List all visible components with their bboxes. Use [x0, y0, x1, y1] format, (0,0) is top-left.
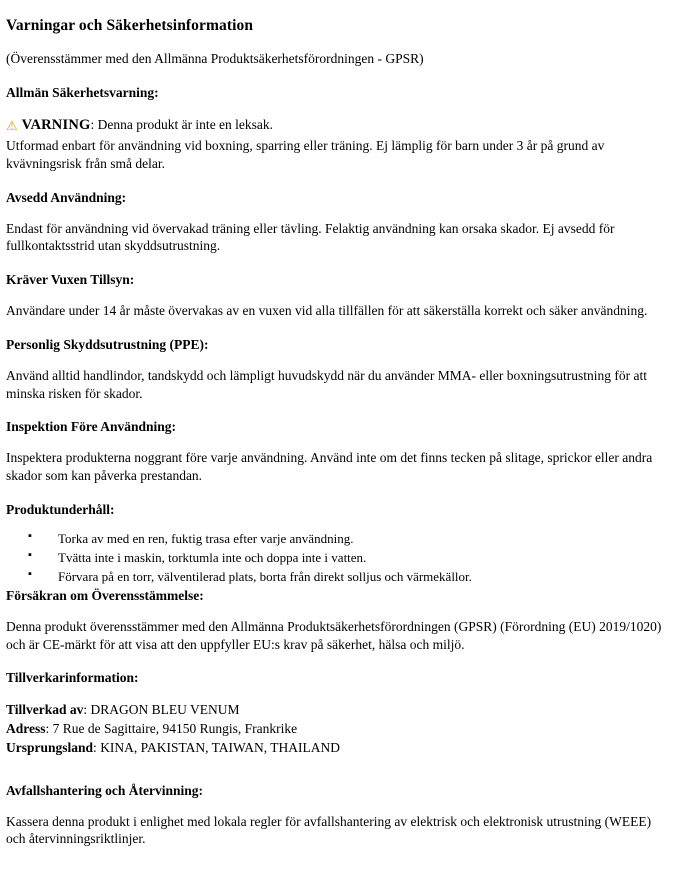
list-item: ▪ Förvara på en torr, välventilerad plats, borta från direkt solljus och värmekällor.	[28, 568, 665, 585]
warning-lead-text: : Denna produkt är inte en leksak.	[90, 117, 274, 133]
section-heading-disposal: Avfallshantering och Återvinning:	[6, 782, 204, 798]
manufacturer-row-origin	[6, 739, 665, 757]
section-heading-conformity: Försäkran om Överensstämmelse:	[6, 588, 204, 604]
manufacturer-name-label: Tillverkad av	[6, 702, 84, 718]
warning-word: VARNING	[21, 117, 91, 134]
warning-callout	[6, 116, 665, 135]
manufacturer-name-separator: :	[83, 702, 91, 718]
section-heading-intended-use: Avsedd Användning:	[6, 189, 127, 205]
maintenance-bullet-list	[6, 530, 665, 585]
section-heading-manufacturer: Tillverkarinformation:	[6, 670, 139, 686]
ppe-body: Använd alltid handlindor, tandskydd och lämpligt huvudskydd när du använder MMA- eller boxningsutrustning för att minska risken för skador.	[6, 367, 647, 401]
section-heading-inspection: Inspektion Före Användning:	[6, 419, 177, 435]
page-title: Varningar och Säkerhetsinformation	[6, 17, 254, 34]
manufacturer-address-value: 7 Rue de Sagittaire, 94150 Rungis, Frankrike	[52, 721, 298, 737]
manufacturer-address-label: Adress	[6, 721, 46, 737]
manufacturer-address-separator: :	[45, 721, 53, 737]
manufacturer-row-address	[6, 720, 665, 738]
intended-use-body: Endast för användning vid övervakad träning eller tävling. Felaktig användning kan orsaka skador. Ej avsedd för fullkontaktsstrid utan skyddsutrustning.	[6, 220, 615, 254]
adult-supervision-body: Användare under 14 år måste övervakas av en vuxen vid alla tillfällen för att säkerställa korrekt och säker användning.	[6, 303, 648, 319]
section-heading-general-safety: Allmän Säkerhetsvarning:	[6, 85, 159, 101]
manufacturer-origin-label: Ursprungsland	[6, 739, 94, 755]
section-heading-maintenance: Produktunderhåll:	[6, 501, 115, 517]
list-item: ▪ Tvätta inte i maskin, torktumla inte och doppa inte i vatten.	[28, 549, 665, 566]
manufacturer-row-name	[6, 701, 665, 719]
disposal-body: Kassera denna produkt i enlighet med lokala regler för avfallshantering av elektrisk och elektronisk utrustning (WEEE) och återvinningsriktlinjer.	[6, 813, 652, 847]
general-safety-body: Utformad enbart för användning vid boxning, sparring eller träning. Ej lämplig för barn under 3 år på grund av kvävningsrisk från små delar.	[6, 138, 605, 172]
conformity-body: Denna produkt överensstämmer med den Allmänna Produktsäkerhetsförordningen (GPSR) (Förordning (EU) 2019/1020) och är CE-märkt för att visa att den uppfyller EU:s krav på säkerhet, hälsa och miljö.	[6, 618, 662, 652]
manufacturer-details	[6, 701, 665, 756]
section-heading-ppe: Personlig Skyddsutrustning (PPE):	[6, 336, 209, 352]
manufacturer-name-value: DRAGON BLEU VENUM	[90, 702, 240, 718]
regulation-subtitle: (Överensstämmer med den Allmänna Produktsäkerhetsförordningen - GPSR)	[6, 51, 424, 67]
list-item: ▪ Torka av med en ren, fuktig trasa efter varje användning.	[28, 530, 665, 547]
manufacturer-origin-separator: :	[93, 739, 101, 755]
manufacturer-origin-value: KINA, PAKISTAN, TAIWAN, THAILAND	[100, 739, 341, 755]
warning-triangle-icon: ⚠	[6, 118, 18, 134]
inspection-body: Inspektera produkterna noggrant före varje användning. Använd inte om det finns tecken på slitage, sprickor eller andra skador som kan påverka prestandan.	[6, 450, 653, 483]
section-heading-adult-supervision: Kräver Vuxen Tillsyn:	[6, 272, 135, 288]
